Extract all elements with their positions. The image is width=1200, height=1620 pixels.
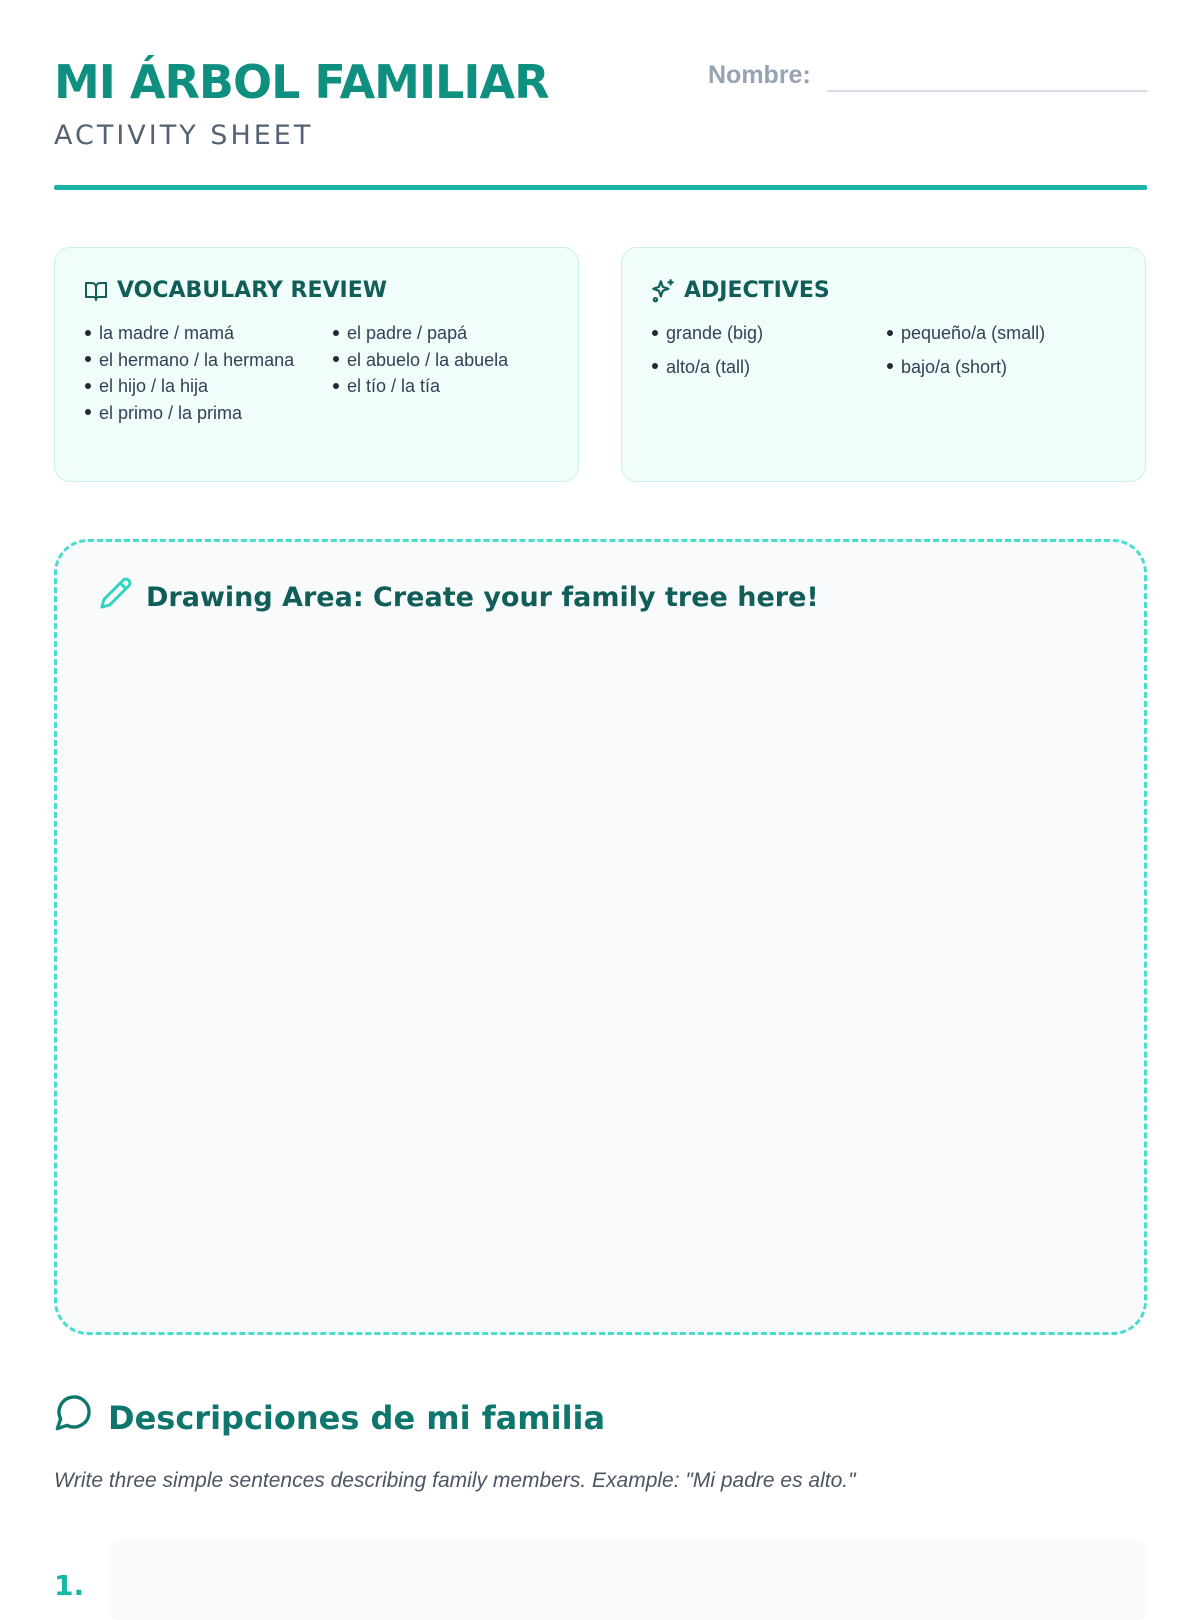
bullet-icon (85, 409, 91, 415)
bullet-icon (652, 330, 658, 336)
adjectives-title: ADJECTIVES (684, 278, 830, 303)
list-item: grande (big) (650, 320, 885, 347)
bullet-icon (887, 330, 893, 336)
name-field[interactable] (827, 90, 1147, 92)
activity-sheet (54, 0, 1147, 1600)
vocabulary-list (83, 320, 553, 426)
speech-bubble-icon (54, 1392, 94, 1443)
list-item: la madre / mamá (83, 320, 331, 347)
adjectives-heading (650, 276, 830, 306)
vocabulary-title: VOCABULARY REVIEW (117, 278, 387, 303)
answer-number: 1. (54, 1569, 85, 1602)
bullet-icon (652, 363, 658, 369)
page-subtitle: ACTIVITY SHEET (54, 120, 314, 151)
answer-input[interactable] (109, 1540, 1147, 1620)
name-label: Nombre: (708, 61, 811, 89)
vocabulary-card (54, 247, 579, 482)
list-item: el primo / la prima (83, 400, 331, 427)
descriptions-title: Descripciones de mi familia (108, 1398, 606, 1437)
vocabulary-heading (83, 276, 387, 306)
pencil-icon (99, 576, 133, 620)
bullet-icon (85, 356, 91, 362)
list-item: alto/a (tall) (650, 354, 885, 381)
list-item: el hijo / la hija (83, 373, 331, 400)
bullet-icon (333, 356, 339, 362)
list-item: el hermano / la hermana (83, 347, 331, 374)
drawing-area[interactable] (54, 539, 1147, 1335)
bullet-icon (85, 383, 91, 389)
list-item: el abuelo / la abuela (331, 347, 553, 374)
bullet-icon (333, 330, 339, 336)
descriptions-heading (54, 1392, 605, 1443)
bullet-icon (333, 383, 339, 389)
bullet-icon (85, 330, 91, 336)
sparkles-icon (650, 278, 676, 304)
sheet-header (54, 52, 1147, 192)
list-item: el padre / papá (331, 320, 553, 347)
bullet-icon (887, 363, 893, 369)
drawing-title: Drawing Area: Create your family tree here! (146, 582, 819, 613)
answer-row (54, 1540, 1147, 1600)
adjectives-list (650, 320, 1120, 380)
book-open-icon (83, 279, 109, 303)
page-title: MI ÁRBOL FAMILIAR (54, 55, 549, 109)
drawing-heading (99, 576, 819, 620)
list-item: pequeño/a (small) (885, 320, 1120, 347)
list-item: el tío / la tía (331, 373, 553, 400)
list-item: bajo/a (short) (885, 354, 1120, 381)
adjectives-card (621, 247, 1146, 482)
descriptions-instructions: Write three simple sentences describing family members. Example: "Mi padre es alto." (54, 1469, 856, 1492)
header-divider (54, 185, 1147, 190)
